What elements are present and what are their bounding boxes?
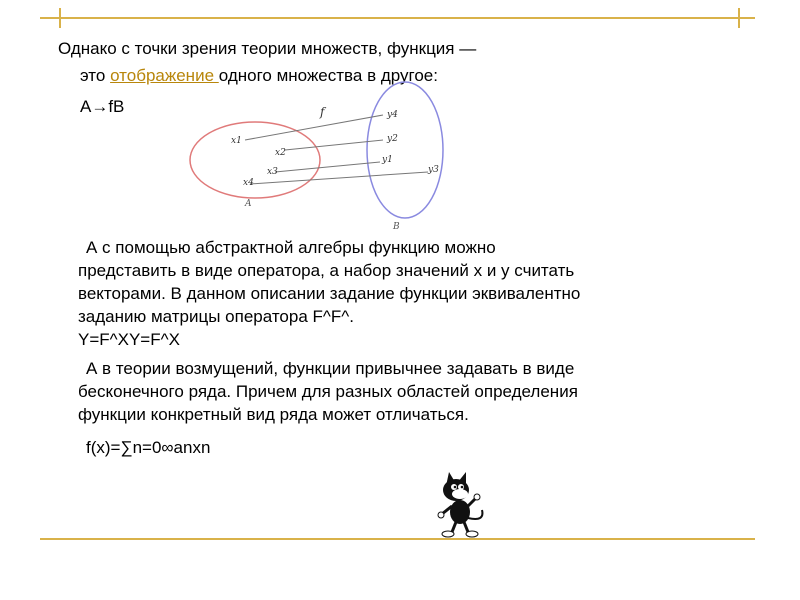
paragraph-operator-line-1: А с помощью абстрактной алгебры функцию можно: [86, 238, 496, 257]
paragraph-operator-line-3: векторами. В данном описании задание функции эквивалентно: [78, 284, 581, 303]
paragraph-perturbation-line-1: А в теории возмущений, функции привычнее задавать в виде: [86, 359, 575, 378]
paragraph-operator-line-4: заданию матрицы оператора F^F^.: [78, 307, 354, 326]
a-point-x2: x2: [275, 148, 286, 158]
mapping-formula: A→fB: [80, 97, 125, 116]
function-label: f: [320, 105, 325, 119]
paragraph-perturbation-line-2: бесконечного ряда. Причем для разных областей определения: [78, 382, 578, 401]
a-point-x3: x3: [267, 167, 278, 177]
b-point-y3: y3: [428, 165, 439, 175]
series-formula: f(x)=∑n=0∞anxn: [86, 438, 211, 457]
set-b-label: B: [393, 222, 400, 232]
intro-line-2-suffix: одного множества в другое:: [218, 66, 438, 85]
paragraph-perturbation: [78, 357, 578, 426]
mapping-link[interactable]: отображение: [110, 66, 219, 85]
b-point-y2: y2: [387, 134, 398, 144]
a-point-x4: x4: [243, 178, 254, 188]
map-arrow-2: [285, 140, 383, 150]
cartoon-cat-icon: [430, 470, 500, 542]
set-a-label: A: [245, 199, 252, 209]
a-point-x1: x1: [231, 136, 242, 146]
set-a-ellipse: [190, 122, 320, 198]
paragraph-perturbation-line-3: функции конкретный вид ряда может отличаться.: [78, 405, 469, 424]
map-arrow-3: [275, 162, 380, 172]
intro-line-1: Однако с точки зрения теории множеств, функция —: [58, 39, 477, 58]
b-point-y1: y1: [382, 155, 393, 165]
paragraph-operator-line-2: представить в виде оператора, а набор значений x и y считать: [78, 261, 575, 280]
operator-formula: Y=F^XY=F^X: [78, 330, 180, 349]
paragraph-operator: [78, 236, 580, 351]
intro-line-2-prefix: это: [80, 66, 111, 85]
b-point-y4: y4: [387, 110, 398, 120]
map-arrow-1: [245, 115, 383, 140]
set-b-ellipse: [367, 82, 443, 218]
